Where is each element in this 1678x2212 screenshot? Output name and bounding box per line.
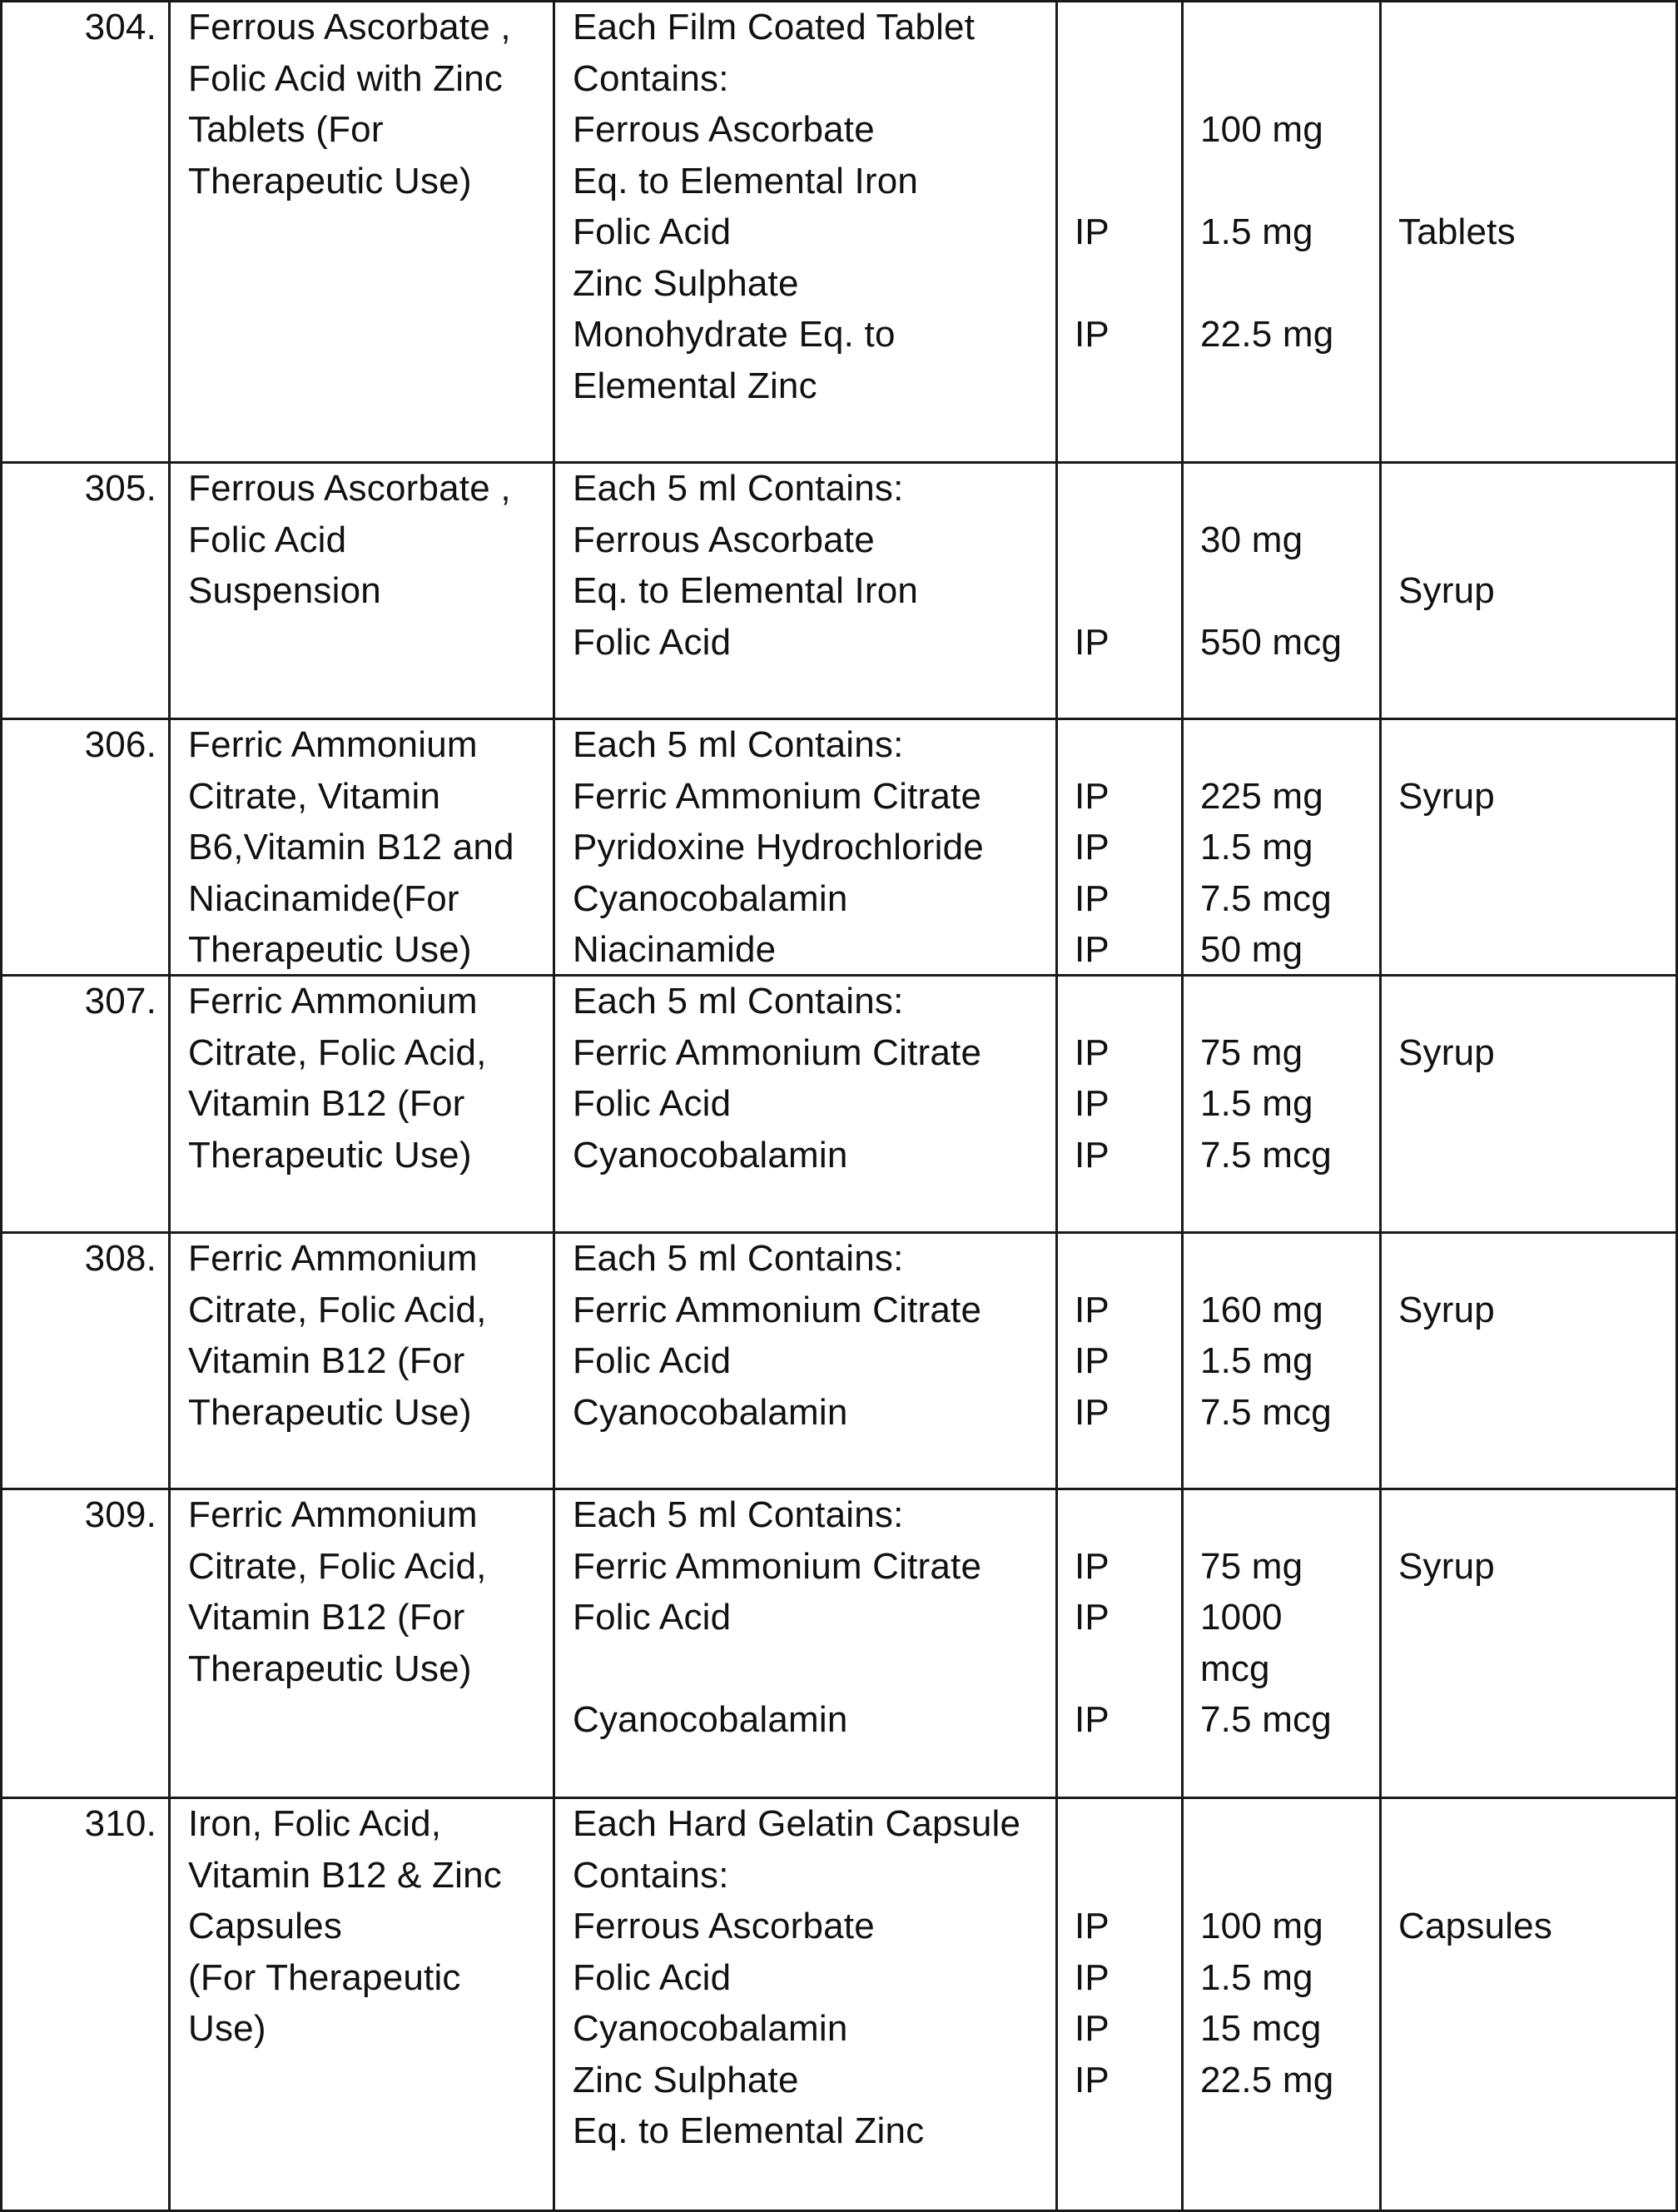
standard-label: IP <box>1075 1597 1110 1638</box>
product-name-line: Vitamin B12 (For <box>188 1340 465 1381</box>
standard-label: IP <box>1075 1340 1110 1381</box>
composition-line: Ferrous Ascorbate <box>573 1906 875 1946</box>
composition-line: Cyanocobalamin <box>573 877 848 919</box>
composition-line: Folic Acid <box>573 621 732 663</box>
standard-label: IP <box>1075 2059 1110 2100</box>
product-name-line: Vitamin B12 (For <box>188 1083 465 1124</box>
column-divider <box>1181 0 1184 2212</box>
composition-line: Folic Acid <box>573 1956 732 1998</box>
composition-line: Each 5 ml Contains: <box>573 724 904 765</box>
product-name-line: Vitamin B12 (For <box>188 1597 465 1638</box>
quantity-value: 1.5 mg <box>1200 1083 1313 1124</box>
composition-line: Folic Acid <box>573 1083 732 1124</box>
product-name-line: Ferric Ammonium <box>188 724 478 765</box>
standard-label: IP <box>1075 877 1110 919</box>
dosage-form: Syrup <box>1398 775 1495 817</box>
product-name-line: Tablets (For <box>188 109 384 150</box>
composition-line: Ferric Ammonium Citrate <box>573 1545 982 1587</box>
product-name-line: Suspension <box>188 570 381 611</box>
row-number: 309. <box>84 1494 156 1535</box>
quantity-value: 550 mcg <box>1200 621 1343 663</box>
quantity-value: 225 mg <box>1200 775 1323 817</box>
composition-line: Elemental Zinc <box>573 365 817 406</box>
composition-line: Eq. to Elemental Iron <box>573 160 919 201</box>
standard-label: IP <box>1075 1956 1110 1998</box>
quantity-value: mcg <box>1200 1648 1270 1689</box>
product-name-line: B6,Vitamin B12 and <box>188 827 514 867</box>
quantity-value: 15 mcg <box>1200 2008 1322 2049</box>
composition-line: Eq. to Elemental Zinc <box>573 2110 925 2151</box>
product-name-line: Citrate, Vitamin <box>188 775 441 817</box>
composition-line: Contains: <box>573 57 729 99</box>
product-name-line: Therapeutic Use) <box>188 160 472 201</box>
product-name-line: Use) <box>188 2008 266 2049</box>
composition-line: Ferrous Ascorbate <box>573 109 875 150</box>
quantity-value: 160 mg <box>1200 1289 1323 1330</box>
dosage-form: Syrup <box>1398 1031 1495 1073</box>
row-number: 304. <box>84 7 156 47</box>
composition-line: Cyanocobalamin <box>573 1134 848 1176</box>
row-number: 308. <box>84 1238 156 1279</box>
product-name-line: Citrate, Folic Acid, <box>188 1289 487 1330</box>
composition-line: Ferric Ammonium Citrate <box>573 1289 982 1330</box>
row-number: 306. <box>84 724 156 765</box>
row-number: 310. <box>84 1803 156 1844</box>
standard-label: IP <box>1075 2008 1110 2049</box>
standard-label: IP <box>1075 621 1110 663</box>
composition-line: Zinc Sulphate <box>573 2059 799 2100</box>
composition-line: Cyanocobalamin <box>573 1391 848 1433</box>
composition-line: Niacinamide <box>573 929 777 970</box>
composition-line: Zinc Sulphate <box>573 262 799 304</box>
product-name-line: (For Therapeutic <box>188 1956 461 1998</box>
dosage-form: Syrup <box>1398 1545 1495 1587</box>
product-name-line: Therapeutic Use) <box>188 1134 472 1176</box>
quantity-value: 22.5 mg <box>1200 314 1334 355</box>
composition-line: Monohydrate Eq. to <box>573 314 896 355</box>
composition-line: Folic Acid <box>573 1340 732 1381</box>
dosage-form: Syrup <box>1398 570 1495 611</box>
standard-label: IP <box>1075 211 1110 252</box>
composition-line: Each Film Coated Tablet <box>573 7 976 47</box>
product-name-line: Therapeutic Use) <box>188 1391 472 1433</box>
product-name-line: Therapeutic Use) <box>188 1648 472 1689</box>
composition-line: Eq. to Elemental Iron <box>573 570 919 611</box>
standard-label: IP <box>1075 827 1110 867</box>
quantity-value: 1000 <box>1200 1597 1283 1638</box>
row-number: 305. <box>84 468 156 509</box>
product-name-line: Citrate, Folic Acid, <box>188 1545 487 1587</box>
composition-line: Each 5 ml Contains: <box>573 1494 904 1535</box>
composition-line: Cyanocobalamin <box>573 2008 848 2049</box>
product-name-line: Ferric Ammonium <box>188 1238 478 1279</box>
row-number: 307. <box>84 981 156 1021</box>
column-divider <box>1055 0 1058 2212</box>
composition-line: Ferric Ammonium Citrate <box>573 1031 982 1073</box>
product-name-line: Capsules <box>188 1906 343 1946</box>
composition-line: Ferrous Ascorbate <box>573 519 875 560</box>
composition-line: Folic Acid <box>573 211 732 252</box>
column-divider <box>168 0 171 2212</box>
standard-label: IP <box>1075 1289 1110 1330</box>
quantity-value: 50 mg <box>1200 929 1303 970</box>
composition-line: Each Hard Gelatin Capsule <box>573 1803 1021 1844</box>
standard-label: IP <box>1075 929 1110 970</box>
standard-label: IP <box>1075 1699 1110 1740</box>
product-name-line: Folic Acid with Zinc <box>188 57 504 99</box>
standard-label: IP <box>1075 1545 1110 1587</box>
dosage-form: Tablets <box>1398 211 1516 252</box>
product-name-line: Ferric Ammonium <box>188 981 478 1021</box>
dosage-form: Capsules <box>1398 1906 1553 1946</box>
quantity-value: 30 mg <box>1200 519 1303 560</box>
dosage-form: Syrup <box>1398 1289 1495 1330</box>
quantity-value: 7.5 mcg <box>1200 1391 1332 1433</box>
standard-label: IP <box>1075 1134 1110 1176</box>
product-name-line: Ferrous Ascorbate , <box>188 468 511 509</box>
column-divider <box>1379 0 1382 2212</box>
quantity-value: 7.5 mcg <box>1200 1699 1332 1740</box>
quantity-value: 1.5 mg <box>1200 211 1313 252</box>
composition-line: Cyanocobalamin <box>573 1699 848 1740</box>
product-name-line: Ferrous Ascorbate , <box>188 7 511 47</box>
composition-line: Each 5 ml Contains: <box>573 1238 904 1279</box>
column-divider <box>0 0 2 2212</box>
standard-label: IP <box>1075 1083 1110 1124</box>
composition-line: Folic Acid <box>573 1597 732 1638</box>
quantity-value: 1.5 mg <box>1200 1956 1313 1998</box>
quantity-value: 1.5 mg <box>1200 1340 1313 1381</box>
product-name-line: Niacinamide(For <box>188 877 459 919</box>
product-name-line: Therapeutic Use) <box>188 929 472 970</box>
composition-line: Pyridoxine Hydrochloride <box>573 827 984 867</box>
standard-label: IP <box>1075 314 1110 355</box>
quantity-value: 7.5 mcg <box>1200 877 1332 919</box>
standard-label: IP <box>1075 1391 1110 1433</box>
standard-label: IP <box>1075 1906 1110 1946</box>
product-name-line: Iron, Folic Acid, <box>188 1803 442 1844</box>
quantity-value: 22.5 mg <box>1200 2059 1334 2100</box>
column-divider <box>553 0 555 2212</box>
standard-label: IP <box>1075 1031 1110 1073</box>
quantity-value: 1.5 mg <box>1200 827 1313 867</box>
composition-line: Ferric Ammonium Citrate <box>573 775 982 817</box>
product-name-line: Folic Acid <box>188 519 347 560</box>
composition-line: Each 5 ml Contains: <box>573 981 904 1021</box>
quantity-value: 7.5 mcg <box>1200 1134 1332 1176</box>
product-name-line: Ferric Ammonium <box>188 1494 478 1535</box>
standard-label: IP <box>1075 775 1110 817</box>
quantity-value: 100 mg <box>1200 1906 1323 1946</box>
product-name-line: Vitamin B12 & Zinc <box>188 1854 502 1896</box>
quantity-value: 75 mg <box>1200 1031 1303 1073</box>
quantity-value: 100 mg <box>1200 109 1323 150</box>
product-name-line: Citrate, Folic Acid, <box>188 1031 487 1073</box>
composition-line: Contains: <box>573 1854 729 1896</box>
quantity-value: 75 mg <box>1200 1545 1303 1587</box>
composition-line: Each 5 ml Contains: <box>573 468 904 509</box>
